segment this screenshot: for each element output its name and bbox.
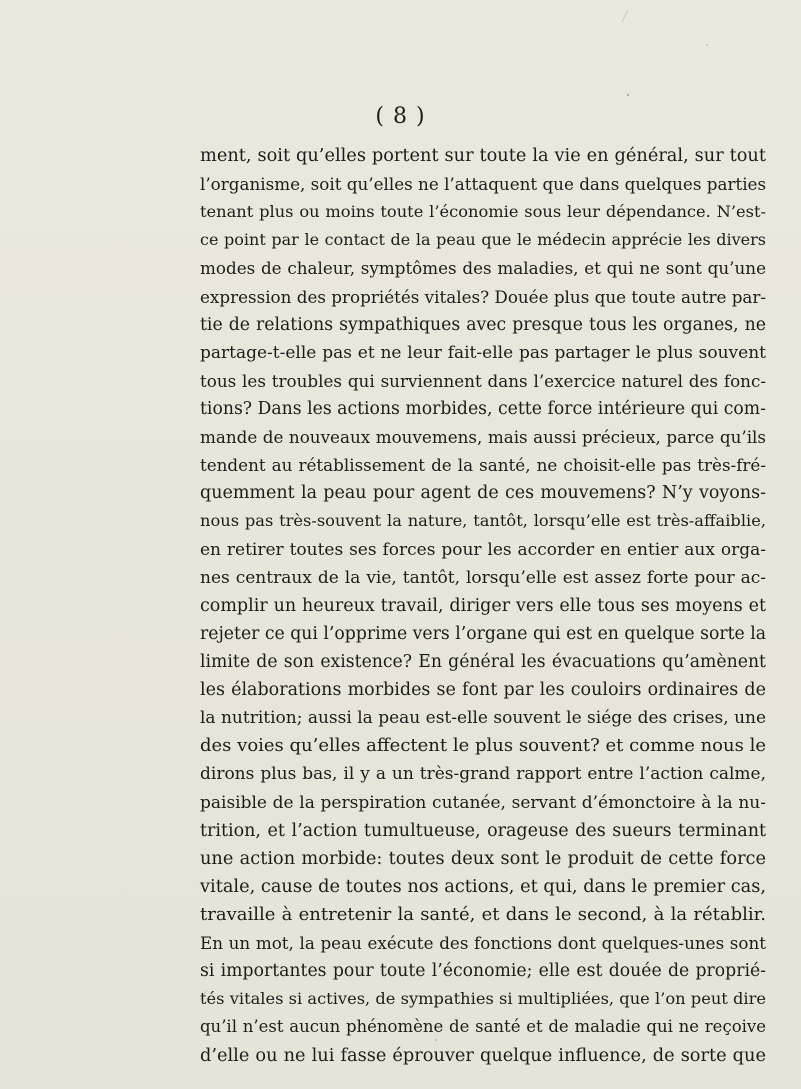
- text-line: tous les troubles qui surviennent dans l’exercice naturel des fonc-: [200, 370, 766, 391]
- text-line: d’elle ou ne lui fasse éprouver quelque influence, de sorte que: [200, 1045, 766, 1066]
- text-line: paisible de la perspiration cutanée, servant d’émonctoire à la nu-: [200, 792, 766, 813]
- text-line: mande de nouveaux mouvemens, mais aussi précieux, parce qu’ils: [200, 427, 766, 448]
- text-line: tenant plus ou moins toute l’économie sous leur dépendance. N’est-: [200, 202, 766, 222]
- text-line: quemment la peau pour agent de ces mouvemens? N’y voyons-: [200, 483, 766, 504]
- page-number: ( 8 ): [375, 104, 426, 129]
- text-line: vitale, cause de toutes nos actions, et qui, dans le premier cas,: [200, 876, 766, 897]
- text-line: ment, soit qu’elles portent sur toute la vie en général, sur tout: [200, 146, 766, 166]
- text-line: une action morbide: toutes deux sont le produit de cette force: [200, 848, 766, 869]
- text-line: des voies qu’elles affectent le plus souvent? et comme nous le: [200, 735, 766, 757]
- text-line: la nutrition; aussi la peau est-elle souvent le siége des crises, une: [200, 708, 767, 729]
- text-line: en retirer toutes ses forces pour les accorder en entier aux orga-: [200, 539, 766, 560]
- text-line: qu’il n’est aucun phénomène de santé et de maladie qui ne reçoive: [200, 1017, 766, 1037]
- text-line: l’organisme, soit qu’elles ne l’attaquent que dans quelques parties: [200, 174, 767, 195]
- text-line: expression des propriétés vitales? Douée plus que toute autre par-: [200, 286, 767, 307]
- text-line: travaille à entretenir la santé, et dans le second, à la rétablir.: [200, 903, 766, 925]
- text-line: dirons plus bas, il y a un très-grand rapport entre l’action calme,: [200, 764, 766, 785]
- text-line: rejeter ce qui l’opprime vers l’organe qui est en quelque sorte la: [200, 623, 767, 644]
- text-line: trition, et l’action tumultueuse, orageuse des sueurs terminant: [200, 820, 766, 841]
- text-line: En un mot, la peau exécute des fonctions dont quelques-unes sont: [200, 933, 766, 954]
- body-text: [200, 142, 766, 1070]
- text-line: ce point par le contact de la peau que le médecin apprécie les divers: [200, 230, 766, 250]
- text-line: tie de relations sympathiques avec presque tous les organes, ne: [200, 314, 766, 335]
- text-line: tions? Dans les actions morbides, cette force intérieure qui com-: [200, 398, 766, 419]
- text-line: tendent au rétablissement de la santé, ne choisit-elle pas très-fré-: [200, 455, 766, 476]
- text-line: les élaborations morbides se font par les couloirs ordinaires de: [200, 680, 766, 701]
- text-line: limite de son existence? En général les évacuations qu’amènent: [200, 651, 766, 672]
- text-line: si importantes pour toute l’économie; elle est douée de proprié-: [200, 961, 766, 982]
- text-line: tés vitales si actives, de sympathies si multipliées, que l’on peut dire: [200, 989, 766, 1009]
- text-line: nes centraux de la vie, tantôt, lorsqu’elle est assez forte pour ac-: [200, 567, 766, 588]
- text-line: complir un heureux travail, diriger vers elle tous ses moyens et: [200, 595, 766, 616]
- text-line: partage-t-elle pas et ne leur fait-elle pas partager le plus souvent: [200, 342, 766, 363]
- text-line: modes de chaleur, symptômes des maladies, et qui ne sont qu’une: [200, 258, 766, 279]
- text-line: nous pas très-souvent la nature, tantôt, lorsqu’elle est très-affaiblie,: [200, 511, 766, 531]
